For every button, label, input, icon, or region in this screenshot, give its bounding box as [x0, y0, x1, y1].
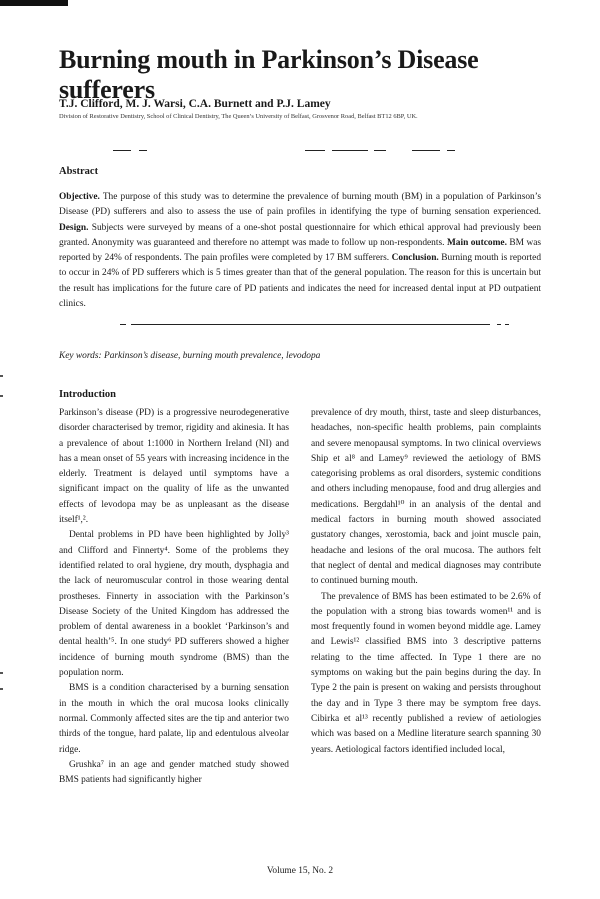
intro-paragraph: Parkinson’s disease (PD) is a progressive neurodegenerative disorder characterised by tremor, rigidity and akinesia. It has a prevalence of about 1:1000 in Northern Ireland (NI) and has a mean onset of 55 years with increasing incidence in the elderly. Treatment is delayed until symptoms have a significant impact on the quality of life as the unwanted effects of levodopa may be as unpleasant as the disease itself¹,². — [59, 408, 289, 526]
abstract-bottom-rule — [505, 324, 509, 325]
objective-label: Objective. — [59, 192, 100, 202]
scan-margin-mark — [0, 395, 3, 397]
intro-paragraph: Dental problems in PD have been highlighted by Jolly³ and Clifford and Finnerty⁴. Some of the problems they identified related to oral hygiene, dry mouth, dysphagia and the lack of neuromuscular control in those wearing dental prostheses. Finnerty in association with the Parkinson’s Disease Society of the United Kingdom has addressed the problem of dental awareness in a booklet ‘Parkinson’s and dental health’⁵. In one study⁶ PD sufferers showed a higher incidence of burning mouth syndrome (BMS) than the population norm. — [59, 530, 289, 679]
abstract-design: Design. Subjects were surveyed by means of a one-shot postal questionnaire for which ethical approval had previously been granted. Anonymity was guaranteed and therefore no attempt was made to follow up non-respondents. — [59, 222, 542, 248]
abstract-conclusion: Conclusion. Burning mouth is reported to occur in 24% of PD sufferers which is 5 times greater than that of the general population. The reason for this is uncertain but the result has implications for the future care of PD patients and indicates the need for increased dental input at PD outpatient clinics. — [59, 253, 542, 310]
keywords: Key words: Parkinson’s disease, burning mouth prevalence, levodopa — [59, 351, 321, 361]
article-title: Burning mouth in Parkinson’s Disease sufferers — [59, 45, 479, 104]
scan-margin-mark — [0, 688, 3, 690]
abstract-top-rule — [447, 150, 455, 151]
intro-paragraph: BMS is a condition characterised by a burning sensation in the mouth in which the oral mucosa looks clinically normal. Commonly affected sites are the tip and anterior two thirds of the tongue, hard palate, lip and edentulous alveolar ridge. — [59, 683, 289, 755]
conclusion-label: Conclusion. — [391, 253, 439, 264]
abstract-top-rule — [374, 150, 386, 151]
design-label: Design. — [59, 222, 89, 233]
abstract-top-rule — [412, 150, 440, 151]
introduction-heading: Introduction — [59, 389, 116, 400]
abstract-body — [59, 190, 541, 312]
scan-margin-mark — [0, 672, 3, 674]
author-list: T.J. Clifford, M. J. Warsi, C.A. Burnett and P.J. Lamey — [59, 98, 331, 110]
intro-paragraph: prevalence of dry mouth, thirst, taste and sleep disturbances, headaches, non-specific health problems, pain complaints and severe menopausal symptoms. In two clinical overviews Ship et al⁸ and Lamey⁹ reviewed the aetiology of BMS categorising problems as oral disorders, systemic conditions and others including menopause, food and drug allergies and medications. Bergdahl¹⁰ in an analysis of the dental and medical factors in burning mouth showed associated gustatory changes, xerostomia, back and joint muscle pain, headache and lesions of the oral mucosa. The authors felt that neglect of dental and medical diagnoses may contribute to continued burning mouth. — [311, 408, 541, 587]
scan-margin-mark — [0, 375, 3, 377]
intro-paragraph: The prevalence of BMS has been estimated to be 2.6% of the population with a strong bias towards women¹¹ and is most frequently found in women beyond middle age. Lamey and Lewis¹² classified BMS into 3 descriptive patterns relating to the time affected. In Type 1 there are no symptoms on waking but the pain begins during the day. In Type 2 the pain is present on waking and persists throughout the day and in Type 3 there may be symptom free days. Cibirka et al¹³ recently published a review of aetiologies which was based on a Medline literature search spanning 30 years. Aetiological factors identified included local, — [311, 591, 541, 755]
abstract-bottom-rule — [497, 324, 501, 325]
introduction-right-column — [311, 406, 541, 758]
printer-crop-mark — [0, 0, 68, 6]
abstract-heading: Abstract — [59, 166, 99, 177]
abstract-main-outcome: Main outcome. BM was reported by 24% of respondents. The pain profiles were completed by 17 BM sufferers. — [59, 237, 542, 264]
abstract-top-rule — [332, 150, 368, 151]
introduction-left-column — [59, 406, 289, 788]
abstract-bottom-rule — [120, 324, 126, 325]
abstract-bottom-rule — [131, 324, 490, 325]
abstract-top-rule — [139, 150, 147, 151]
main-outcome-label: Main outcome. — [446, 237, 507, 248]
abstract-top-rule — [113, 150, 131, 151]
abstract-top-rule — [305, 150, 325, 151]
intro-paragraph: Grushka⁷ in an age and gender matched study showed BMS patients had significantly higher — [59, 759, 289, 786]
page-footer-volume: Volume 15, No. 2 — [266, 866, 334, 876]
author-affiliation: Division of Restorative Dentistry, School of Clinical Dentistry, The Queen’s University of Belfast, Grosvenor Road, Belfast BT12 6BP, UK. — [59, 113, 418, 120]
abstract-objective: Objective. The purpose of this study was to determine the prevalence of burning mouth (BM) in a population of Parkinson’s Disease (PD) sufferers and also to assess the use of pain profiles in identifying the type of burning sensation experienced. — [59, 192, 541, 218]
